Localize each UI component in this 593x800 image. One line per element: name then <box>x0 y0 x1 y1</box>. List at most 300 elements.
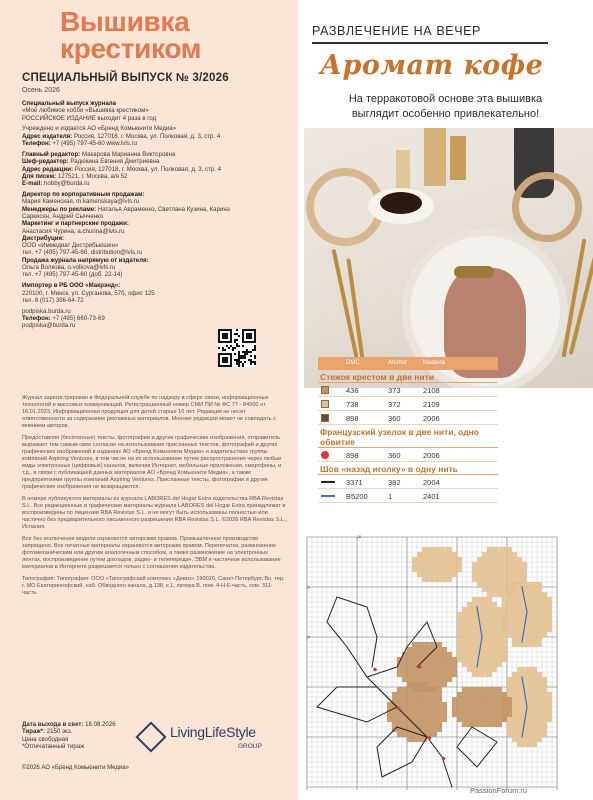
stitch-light <box>487 642 492 647</box>
stitch-mid <box>417 737 422 742</box>
stitch-light <box>487 652 492 657</box>
stitch-light <box>497 637 502 642</box>
stitch-light <box>457 612 462 617</box>
qr-module <box>238 335 240 337</box>
stitch-light <box>477 597 482 602</box>
stitch-mid <box>422 662 427 667</box>
stitch-light <box>507 587 512 592</box>
stitch-mid <box>412 682 417 687</box>
stitch-light <box>532 717 537 722</box>
stitch-light <box>527 587 532 592</box>
stitch-light <box>507 562 512 567</box>
stitch-mid <box>407 662 412 667</box>
stitch-light <box>532 597 537 602</box>
stitch-light <box>502 642 507 647</box>
stitch-mid <box>502 712 507 717</box>
stitch-mid <box>487 707 492 712</box>
stitch-mid <box>387 717 392 722</box>
stitch-mid <box>472 702 477 707</box>
stitch-mid <box>412 687 417 692</box>
stitch-light <box>467 642 472 647</box>
stitch-mid <box>412 737 417 742</box>
stitch-mid <box>412 712 417 717</box>
stitch-light <box>472 562 477 567</box>
copyright: ©2026 АО «Бренд Комьюнити Медиа» <box>22 765 129 771</box>
legend-group-title: Французский узелок в две нити, одно обвитие <box>318 425 498 448</box>
stitch-mid <box>477 707 482 712</box>
colophon-line: Телефон: +7 (495) 797-45-60 www.lvls.ru <box>22 140 137 148</box>
stitch-light <box>527 642 532 647</box>
stitch-mid <box>412 702 417 707</box>
stitch-light <box>537 677 542 682</box>
stitch-light <box>517 557 522 562</box>
legend-row <box>318 397 498 411</box>
stitch-light <box>492 607 497 612</box>
stitch-light <box>492 662 497 667</box>
stitch-mid <box>422 722 427 727</box>
stitch-light <box>512 557 517 562</box>
stitch-mid <box>437 707 442 712</box>
stitch-light <box>542 612 547 617</box>
stitch-light <box>512 677 517 682</box>
stitch-light <box>497 617 502 622</box>
stitch-light <box>542 682 547 687</box>
stitch-light <box>517 562 522 567</box>
stitch-mid <box>472 697 477 702</box>
stitch-light <box>527 597 532 602</box>
stitch-mid <box>442 702 447 707</box>
stitch-mid <box>432 657 437 662</box>
axis-label: 10 <box>357 535 361 539</box>
wooden-ring-2 <box>512 172 582 242</box>
stitch-light <box>527 677 532 682</box>
stitch-light <box>512 692 517 697</box>
stitch-mid <box>507 697 512 702</box>
stitch-mid <box>422 667 427 672</box>
stitch-mid <box>467 722 472 727</box>
stitch-light <box>542 602 547 607</box>
stitch-mid <box>432 702 437 707</box>
stitch-mid <box>427 687 432 692</box>
stitch-light <box>537 587 542 592</box>
stitch-light <box>532 587 537 592</box>
stitch-light <box>492 587 497 592</box>
stitch-light <box>537 682 542 687</box>
stitch-light <box>512 572 517 577</box>
stitch-light <box>542 697 547 702</box>
stitch-mid <box>422 687 427 692</box>
stitch-mid <box>487 717 492 722</box>
legend-group-title: Шов «назад иголку» в одну нить <box>318 462 498 475</box>
stitch-mid <box>437 722 442 727</box>
qr-module <box>236 339 238 341</box>
stitch-mid <box>402 697 407 702</box>
stitch-light <box>532 617 537 622</box>
stitch-light <box>507 687 512 692</box>
stitch-mid <box>462 702 467 707</box>
stitch-light <box>487 622 492 627</box>
stitch-light <box>507 617 512 622</box>
stitch-light <box>482 642 487 647</box>
stitch-mid <box>492 712 497 717</box>
stitch-light <box>447 557 452 562</box>
stitch-mid <box>477 687 482 692</box>
legend-dmc-value: 898 <box>346 414 359 423</box>
stitch-light <box>487 577 492 582</box>
stitch-light <box>527 707 532 712</box>
stitch-light <box>417 557 422 562</box>
colophon-line: Для писем: 127521, г. Москва, а/я 52 <box>22 172 128 180</box>
legend-dmc-value: 436 <box>346 386 359 395</box>
stitch-mid <box>427 662 432 667</box>
stitch-light <box>467 617 472 622</box>
stitch-light <box>462 612 467 617</box>
stitch-light <box>487 647 492 652</box>
stitch-light <box>482 552 487 557</box>
stitch-light <box>427 572 432 577</box>
stitch-mid <box>462 717 467 722</box>
colophon-line: Продажа журнала напрямую от издателя: <box>22 256 149 264</box>
qr-module <box>234 347 236 349</box>
stitch-light <box>502 602 507 607</box>
stitch-light <box>502 637 507 642</box>
stitch-light <box>467 647 472 652</box>
stitch-light <box>497 622 502 627</box>
stitch-mid <box>497 697 502 702</box>
stitch-light <box>512 592 517 597</box>
stitch-light <box>532 712 537 717</box>
colophon-line: Мария Каменская, m.kamenskaya@lvls.ru <box>22 198 140 206</box>
stitch-light <box>487 547 492 552</box>
stitch-mid <box>432 672 437 677</box>
stitch-light <box>432 547 437 552</box>
stitch-light <box>532 697 537 702</box>
stitch-light <box>537 592 542 597</box>
stitch-mid <box>417 677 422 682</box>
cross-stitch-chart <box>305 535 560 790</box>
stitch-light <box>532 622 537 627</box>
stitch-mid <box>437 652 442 657</box>
stitch-light <box>482 607 487 612</box>
stitch-light <box>492 667 497 672</box>
stitch-light <box>522 582 527 587</box>
stitch-light <box>542 627 547 632</box>
stitch-light <box>492 582 497 587</box>
stitch-light <box>447 562 452 567</box>
qr-code[interactable] <box>218 329 256 367</box>
magazine-title <box>60 8 201 62</box>
legend-madeira-value: 2401 <box>423 492 440 501</box>
stitch-mid <box>402 707 407 712</box>
stitch-mid <box>427 667 432 672</box>
stitch-light <box>497 657 502 662</box>
stitch-mid <box>467 697 472 702</box>
stitch-light <box>487 572 492 577</box>
stitch-light <box>542 617 547 622</box>
stitch-mid <box>407 667 412 672</box>
legend-anchor-value: 1 <box>388 492 393 501</box>
stitch-mid <box>497 692 502 697</box>
stitch-light <box>462 637 467 642</box>
stitch-light <box>517 672 522 677</box>
stitch-mid <box>452 707 457 712</box>
thread-swatch-icon <box>321 481 335 483</box>
stitch-mid <box>432 682 437 687</box>
stitch-light <box>512 707 517 712</box>
stitch-light <box>432 557 437 562</box>
stitch-mid <box>452 662 457 667</box>
stitch-light <box>542 717 547 722</box>
stitch-light <box>497 627 502 632</box>
stitch-light <box>517 722 522 727</box>
stitch-mid <box>432 652 437 657</box>
stitch-light <box>492 552 497 557</box>
stitch-light <box>492 622 497 627</box>
stitch-mid <box>467 692 472 697</box>
stitch-light <box>527 667 532 672</box>
stitch-mid <box>492 717 497 722</box>
stitch-light <box>527 732 532 737</box>
watermark: PassionForum.ru <box>470 786 528 795</box>
stitch-light <box>517 567 522 572</box>
article-headline: Аромат кофе <box>320 50 544 81</box>
qr-module <box>254 341 256 343</box>
stitch-mid <box>437 657 442 662</box>
stitch-mid <box>432 697 437 702</box>
stitch-light <box>502 632 507 637</box>
stitch-mid <box>487 702 492 707</box>
stitch-light <box>487 587 492 592</box>
legend-anchor-value: 382 <box>388 478 401 487</box>
stitch-mid <box>442 662 447 667</box>
stitch-mid <box>442 682 447 687</box>
release-info <box>22 721 142 751</box>
fine-print-paragraph: Типография: Типография: ООО «Типографский комплекс «Девиз» 190020, Санкт-Петербург, Вн. тер. г. МО Екатерингофский, наб. Обводного канала, д.138, к.1, литера В, пом. 4-Н-6-часть, ком. 311-часть. <box>22 576 285 596</box>
stitch-light <box>497 642 502 647</box>
stitch-mid <box>407 677 412 682</box>
stitch-mid <box>427 697 432 702</box>
stitch-mid <box>432 687 437 692</box>
stitch-light <box>507 572 512 577</box>
stitch-light <box>487 552 492 557</box>
stitch-mid <box>397 712 402 717</box>
stitch-mid <box>482 702 487 707</box>
stitch-mid <box>412 652 417 657</box>
stitch-light <box>422 577 427 582</box>
stitch-light <box>527 687 532 692</box>
stitch-mid <box>442 657 447 662</box>
stitch-mid <box>447 672 452 677</box>
colophon-line: тел. +7 (495) 797-45-60, distribution@lvls.ru <box>22 249 143 257</box>
stitch-light <box>537 672 542 677</box>
stitch-mid <box>397 697 402 702</box>
stitch-light <box>457 647 462 652</box>
stitch-light <box>507 612 512 617</box>
fine-print-paragraph: Все без исключения модели охраняются авторским правом. Промышленное производство запрещено. Все печатные материалы охраняются авторским правом. Перепечатка, размножение фотомеханическим или другим аналогичным способом, а также размножение на электронных лентах, воспроизведение путем докладов, радио- и телепередач, ЭВМ и частичное использование материалов в Интернете разрешается только с соглашения издательства. <box>22 536 281 570</box>
release-line: *Отпечатанный тираж <box>22 743 85 751</box>
stitch-light <box>427 562 432 567</box>
stitch-light <box>547 612 552 617</box>
stitch-light <box>447 547 452 552</box>
stitch-mid <box>497 707 502 712</box>
stitch-light <box>512 612 517 617</box>
legend-column-header: DMC <box>346 360 360 366</box>
legend-anchor-value: 373 <box>388 386 401 395</box>
qr-module <box>224 349 226 351</box>
stitch-mid <box>422 697 427 702</box>
stitch-light <box>517 612 522 617</box>
stitch-light <box>532 667 537 672</box>
qr-module <box>230 365 232 367</box>
stitch-light <box>427 577 432 582</box>
stitch-light <box>527 712 532 717</box>
stitch-light <box>542 702 547 707</box>
stitch-light <box>542 712 547 717</box>
stitch-light <box>517 692 522 697</box>
stitch-light <box>502 577 507 582</box>
stitch-light <box>537 707 542 712</box>
stitch-mid <box>492 702 497 707</box>
legend-anchor-value: 360 <box>388 414 401 423</box>
stitch-light <box>487 567 492 572</box>
stitch-mid <box>422 682 427 687</box>
section-divider <box>312 42 548 44</box>
stitch-light <box>527 682 532 687</box>
stitch-mid <box>402 692 407 697</box>
stitch-light <box>527 742 532 747</box>
stitch-mid <box>497 712 502 717</box>
stitch-mid <box>417 712 422 717</box>
stitch-light <box>522 562 527 567</box>
qr-module <box>226 337 228 339</box>
magazine-title-line1: Вышивка <box>60 6 190 37</box>
legend-anchor-value: 372 <box>388 400 401 409</box>
stitch-light <box>437 567 442 572</box>
legend-row <box>318 383 498 397</box>
qr-module <box>250 351 252 353</box>
stitch-mid <box>477 722 482 727</box>
stitch-light <box>502 557 507 562</box>
stitch-light <box>522 672 527 677</box>
stitch-light <box>432 552 437 557</box>
stitch-light <box>472 622 477 627</box>
colophon-line: E-mail: hobby@burda.ru <box>22 180 90 188</box>
stitch-light <box>487 612 492 617</box>
stitch-light <box>512 737 517 742</box>
stitch-mid <box>482 707 487 712</box>
stitch-light <box>427 552 432 557</box>
stitch-mid <box>427 727 432 732</box>
stitch-light <box>492 612 497 617</box>
stitch-light <box>507 567 512 572</box>
stitch-light <box>517 642 522 647</box>
stitch-mid <box>412 657 417 662</box>
stitch-mid <box>442 647 447 652</box>
stitch-light <box>482 667 487 672</box>
logo-text: LivingLifeStyle <box>170 724 256 740</box>
stitch-light <box>422 552 427 557</box>
stitch-light <box>532 632 537 637</box>
stitch-mid <box>407 702 412 707</box>
stitch-light <box>467 667 472 672</box>
stitch-light <box>532 672 537 677</box>
stitch-light <box>502 647 507 652</box>
stitch-mid <box>422 642 427 647</box>
qr-module <box>250 363 252 365</box>
stitch-mid <box>417 657 422 662</box>
stitch-light <box>477 577 482 582</box>
issue-number: СПЕЦИАЛЬНЫЙ ВЫПУСК № 3/2026 <box>22 72 229 84</box>
stitch-light <box>482 587 487 592</box>
stitch-light <box>492 637 497 642</box>
stitch-light <box>502 652 507 657</box>
stitch-light <box>412 557 417 562</box>
colophon-block <box>22 151 292 187</box>
stitch-light <box>422 567 427 572</box>
stitch-light <box>482 572 487 577</box>
stitch-mid <box>407 732 412 737</box>
legend-madeira-value: 2109 <box>423 400 440 409</box>
stitch-mid <box>502 717 507 722</box>
stitch-light <box>447 552 452 557</box>
publisher-logo <box>140 724 290 754</box>
fine-print-paragraph: Журнал зарегистрирован в Федеральной службе по надзору в сфере связи, информационных технологий и массовых коммуникаций. Регистрационный номер СМИ ПИ № ФС 77 - 84500 от 16.01.2023. Информационная продукция для детей старше 16 лет. Редакция не несет ответственности за содержание рекламных материалов. Мнение редакции может не совпадать с мнением авторов. <box>22 395 276 429</box>
stitch-light <box>462 627 467 632</box>
stitch-light <box>417 567 422 572</box>
stitch-mid <box>482 692 487 697</box>
stitch-light <box>532 742 537 747</box>
stitch-mid <box>447 667 452 672</box>
stitch-light <box>427 567 432 572</box>
stitch-mid <box>427 657 432 662</box>
stitch-light <box>482 622 487 627</box>
stitch-light <box>527 627 532 632</box>
stitch-light <box>537 627 542 632</box>
stitch-light <box>537 632 542 637</box>
stitch-light <box>462 617 467 622</box>
stitch-light <box>502 552 507 557</box>
stitch-mid <box>437 697 442 702</box>
stitch-mid <box>417 707 422 712</box>
stitch-light <box>512 597 517 602</box>
stitch-mid <box>457 717 462 722</box>
legend-column-header: Anchor <box>388 360 408 366</box>
stitch-light <box>472 647 477 652</box>
stitch-mid <box>422 727 427 732</box>
stitch-light <box>537 722 542 727</box>
stitch-mid <box>477 697 482 702</box>
stitch-light <box>517 712 522 717</box>
stitch-light <box>457 657 462 662</box>
stitch-light <box>437 562 442 567</box>
stitch-mid <box>442 712 447 717</box>
stitch-light <box>502 582 507 587</box>
subhead-line1: На терракотовой основе эта вышивка <box>348 93 543 105</box>
stitch-mid <box>397 667 402 672</box>
stitch-light <box>532 627 537 632</box>
stitch-light <box>532 607 537 612</box>
stitch-light <box>472 607 477 612</box>
legend-anchor-value: 360 <box>388 451 401 460</box>
stitch-light <box>472 672 477 677</box>
legend-row <box>318 448 498 462</box>
qr-module <box>242 345 244 347</box>
stitch-mid <box>482 717 487 722</box>
stitch-mid <box>397 672 402 677</box>
coffee-table-photo <box>304 128 593 388</box>
stitch-mid <box>417 692 422 697</box>
stitch-mid <box>467 712 472 717</box>
